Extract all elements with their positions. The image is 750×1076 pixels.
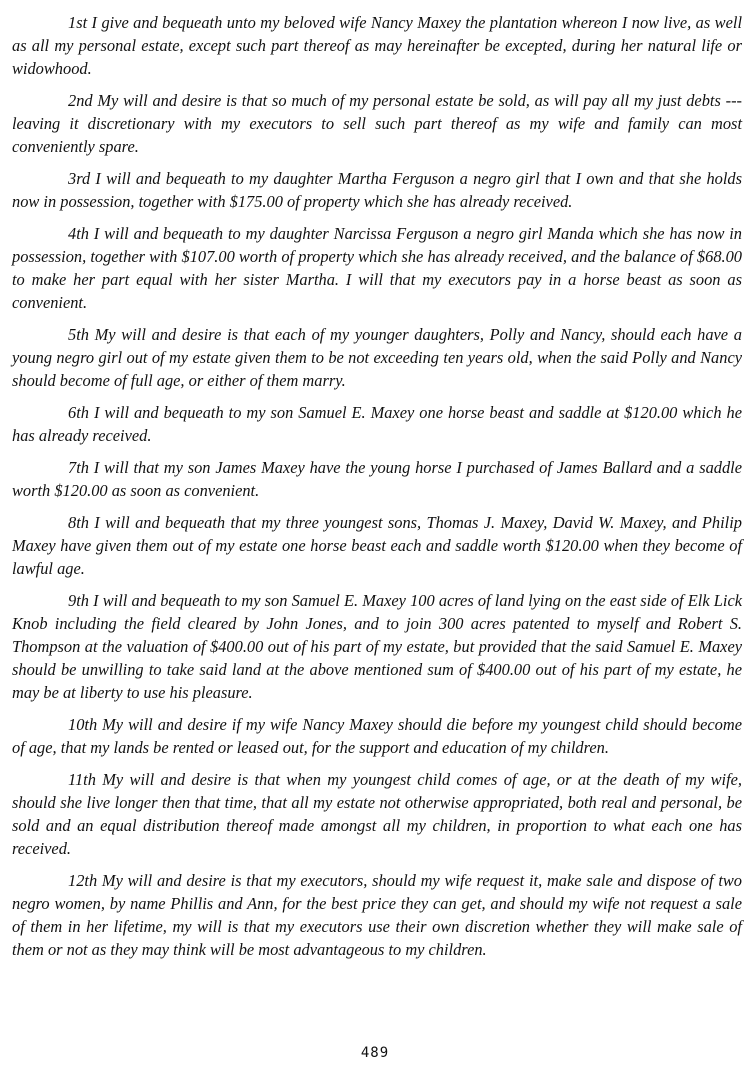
paragraph-item-5: 5th My will and desire is that each of my younger daughters, Polly and Nancy, should each have a young negro girl out of my estate given them to be not exceeding ten years old, when the said Polly and Nancy should become of full age, or either of them marry. xyxy=(12,325,742,390)
paragraph-item-8: 8th I will and bequeath that my three youngest sons, Thomas J. Maxey, David W. Maxey, and Philip Maxey have given them out of my estate one horse beast each and saddle worth $120.00 when they become of lawful age. xyxy=(12,513,742,578)
paragraph-item-11: 11th My will and desire is that when my youngest child comes of age, or at the death of my wife, should she live longer then that time, that all my estate not otherwise appropriated, both real and personal, be sold and an equal distribution thereof made amongst all my children, in proportion to what each one has received. xyxy=(12,770,742,858)
page-number: 489 xyxy=(360,1045,390,1061)
paragraph-item-9: 9th I will and bequeath to my son Samuel E. Maxey 100 acres of land lying on the east side of Elk Lick Knob including the field cleared by John Jones, and to join 300 acres patented to myself and Robert S. Thompson at the valuation of $400.00 out of his part of my estate, but provided that the said Samuel E. Maxey should be unwilling to take said land at the above mentioned sum of $400.00 out of his part of my estate, he may be at liberty to use his pleasure. xyxy=(12,591,742,702)
paragraph-item-6: 6th I will and bequeath to my son Samuel E. Maxey one horse beast and saddle at $120.00 which he has already received. xyxy=(12,403,742,445)
document-body xyxy=(12,11,742,970)
paragraph-item-3: 3rd I will and bequeath to my daughter Martha Ferguson a negro girl that I own and that she holds now in possession, together with $175.00 of property which she has already received. xyxy=(12,169,742,211)
paragraph-item-2: 2nd My will and desire is that so much of my personal estate be sold, as will pay all my just debts --- leaving it discretionary with my executors to sell such part thereof as my wife and family can most conveniently spare. xyxy=(12,91,742,156)
paragraph-item-10: 10th My will and desire if my wife Nancy Maxey should die before my youngest child should become of age, that my lands be rented or leased out, for the support and education of my children. xyxy=(12,715,742,757)
paragraph-item-12: 12th My will and desire is that my executors, should my wife request it, make sale and dispose of two negro women, by name Phillis and Ann, for the best price they can get, and should my wife not request a sale of them in her lifetime, my will is that my executors use their own discretion whether they will make sale of them or not as they may think will be most advantageous to my children. xyxy=(12,871,742,959)
paragraph-item-4: 4th I will and bequeath to my daughter Narcissa Ferguson a negro girl Manda which she has now in possession, together with $107.00 worth of property which she has already received, and the balance of $68.00 to make her part equal with her sister Martha. I will that my executors pay in a horse beast as soon as convenient. xyxy=(12,224,742,312)
paragraph-item-7: 7th I will that my son James Maxey have the young horse I purchased of James Ballard and a saddle worth $120.00 as soon as convenient. xyxy=(12,458,742,500)
paragraph-item-1: 1st I give and bequeath unto my beloved wife Nancy Maxey the plantation whereon I now live, as well as all my personal estate, except such part thereof as may hereinafter be excepted, during her natural life or widowhood. xyxy=(12,13,742,78)
